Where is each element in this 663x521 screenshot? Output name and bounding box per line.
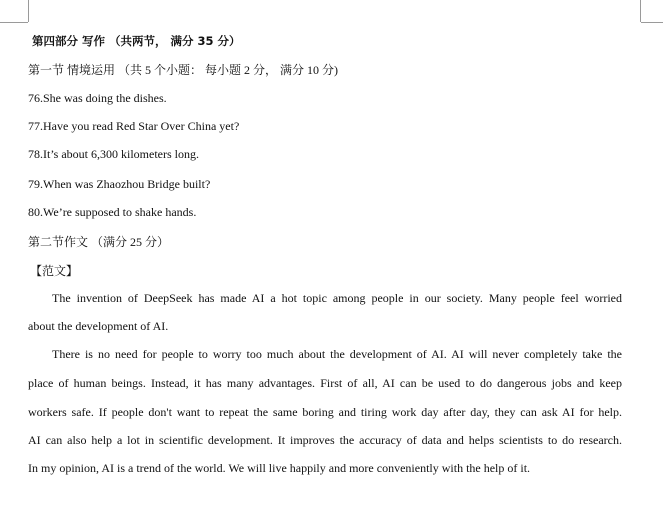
corner-mark-top-right (641, 22, 663, 23)
essay-line: The invention of DeepSeek has made AI a hot topic among people in our society. Many people feel worried (52, 291, 622, 305)
essay-line: AI can also help a lot in scientific development. It improves the accuracy of data and helps scientists to do research. (28, 433, 622, 447)
essay-line: about the development of AI. (28, 319, 169, 333)
essay-line: workers safe. If people don't want to repeat the same boring and tiring work day after day, they can ask AI for help. (28, 405, 622, 419)
answer-76: 76.She was doing the dishes. (28, 91, 167, 105)
part-heading: 第四部分 写作 （共两节， 满分 35 分） (32, 34, 241, 48)
answer-80: 80.We’re supposed to shake hands. (28, 205, 197, 219)
answer-79: 79.When was Zhaozhou Bridge built? (28, 177, 211, 191)
essay-line: There is no need for people to worry too much about the development of AI. AI will never completely take the (52, 347, 622, 361)
answer-77: 77.Have you read Red Star Over China yet? (28, 119, 240, 133)
section2-title: 第二节作文 （满分 25 分） (28, 235, 170, 249)
essay-line: place of human beings. Instead, it has many advantages. First of all, AI can be used to do dangerous jobs and keep (28, 376, 622, 390)
model-essay-label: 【范文】 (30, 264, 79, 278)
section1-title: 第一节 情境运用 （共 5 个小题： 每小题 2 分， 满分 10 分) (28, 63, 338, 77)
corner-mark-top-right-vertical (640, 0, 641, 22)
corner-mark-top-left-vertical (28, 0, 29, 22)
corner-mark-top-left (0, 22, 28, 23)
essay-line: In my opinion, AI is a trend of the world. We will live happily and more conveniently with the help of it. (28, 461, 531, 475)
answer-78: 78.It’s about 6,300 kilometers long. (28, 147, 199, 161)
